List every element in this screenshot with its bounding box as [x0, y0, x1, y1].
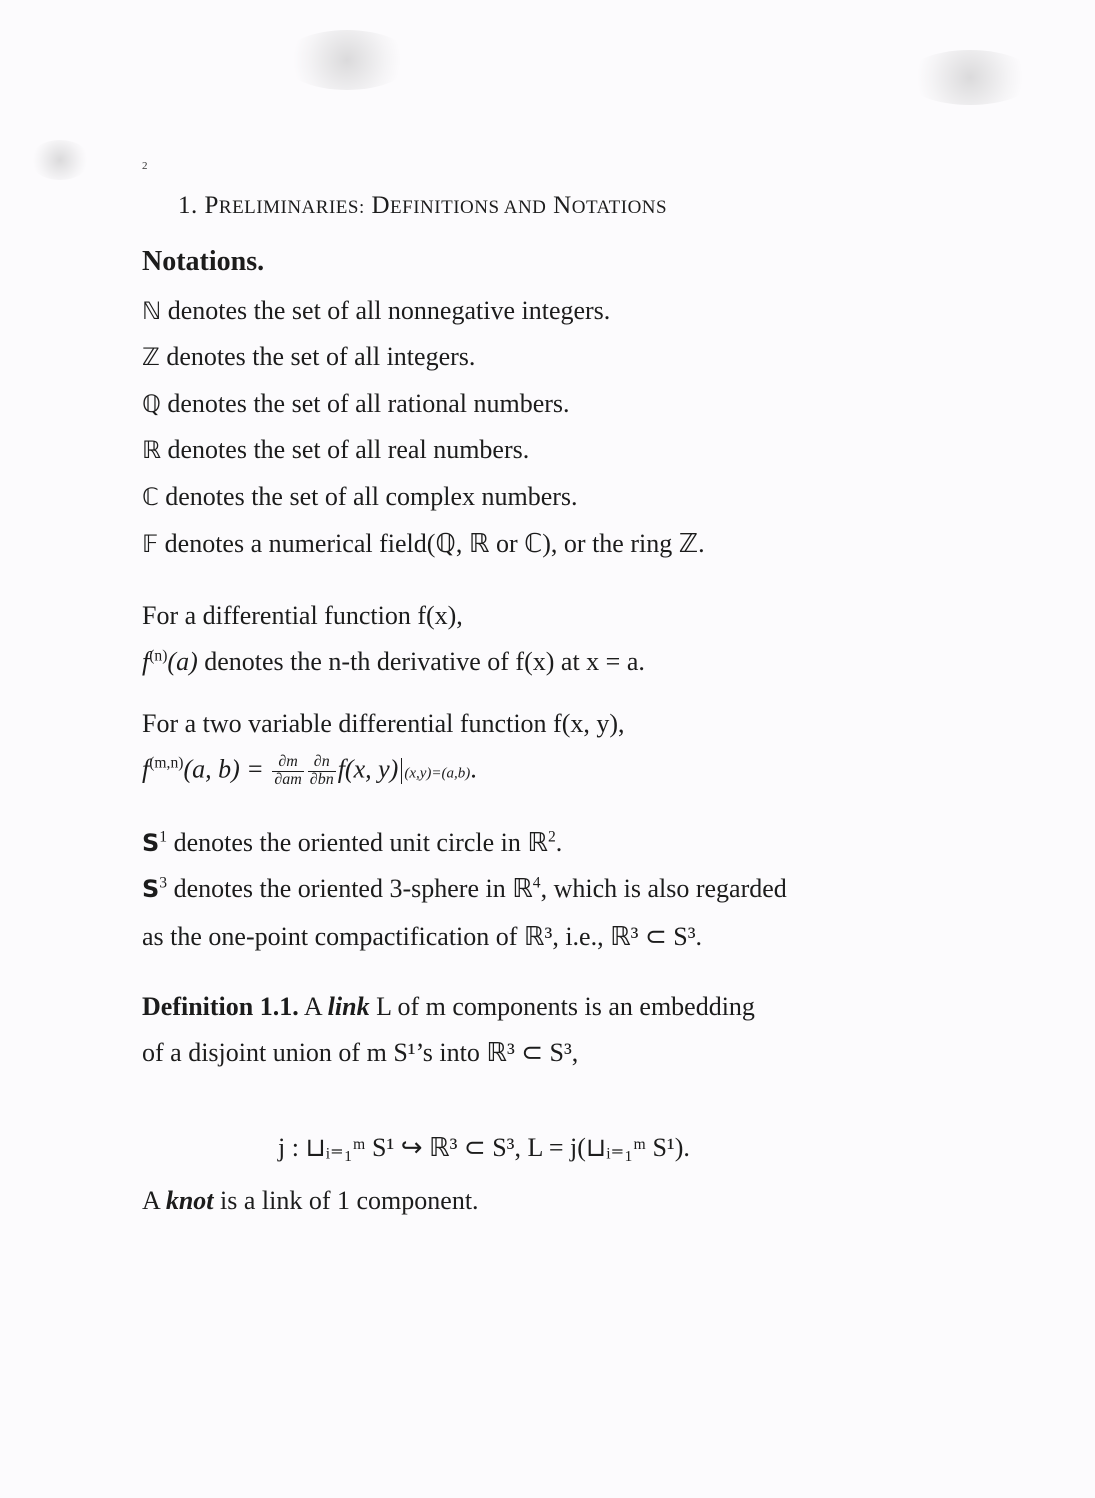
notation-text: denotes a numerical field(ℚ, ℝ or ℂ), or the ring ℤ.	[164, 529, 705, 558]
partial-fraction: $\frac{\partial m}{\partial am}$	[274, 753, 302, 788]
section-number: 1.	[178, 192, 198, 219]
set-symbol: ℝ	[142, 436, 162, 464]
notation-text: denotes the set of all rational numbers.	[167, 389, 570, 418]
derivative-intro: For a differential function f(x),	[142, 601, 463, 630]
notation-line-reals	[142, 435, 529, 465]
definition-line-1: Definition 1.1. A link L of m components is an embedding	[142, 992, 755, 1021]
notation-text: denotes the set of all real numbers.	[167, 435, 530, 464]
notation-line-naturals	[142, 296, 610, 326]
knot-term: knot	[165, 1186, 214, 1215]
derivative-definition: $f^{(n)}(a)$ denotes the n-th derivative of f(x) at x = a.	[142, 647, 645, 676]
set-symbol: ℂ	[142, 483, 159, 511]
partial-fraction: $\frac{\partial n}{\partial bn}$	[309, 753, 334, 788]
knot-definition: A knot is a link of 1 component.	[142, 1186, 479, 1215]
set-symbol: ℤ	[142, 343, 160, 371]
link-term: link	[327, 992, 370, 1021]
sphere-line-3: as the one-point compactification of ℝ³, i.e., ℝ³ ⊂ S³.	[142, 922, 703, 951]
notation-line-field	[142, 529, 705, 559]
partial-intro: For a two variable differential function f(x, y),	[142, 709, 625, 738]
partial-definition: $f^{(m,n)}(a$, b) = $\frac{\partial m}{\partial am}$ $\frac{\partial n}{\partial bn}$ f(x, y) (x,y)=(a,b).	[142, 753, 477, 788]
evaluation-bar	[401, 758, 402, 784]
notation-line-complex	[142, 482, 578, 512]
notation-text: denotes the set of all complex numbers.	[165, 482, 578, 511]
display-equation: j : ⊔ᵢ₌₁ᵐ S¹ ↪ ℝ³ ⊂ S³, L = j(⊔ᵢ₌₁ᵐ S¹).	[278, 1133, 690, 1162]
set-symbol: 𝔽	[142, 530, 159, 558]
notation-text: denotes the set of all integers.	[166, 342, 476, 371]
section-title-word: NOTATIONS	[553, 192, 668, 219]
definition-line-2: of a disjoint union of m S¹’s into ℝ³ ⊂ S³,	[142, 1038, 579, 1067]
scan-speck	[30, 140, 90, 180]
section-title-word: PRELIMINARIES:	[204, 192, 365, 219]
notation-line-integers	[142, 342, 475, 372]
page-number: 2	[142, 160, 148, 172]
definition-label: Definition 1.1.	[142, 992, 299, 1021]
set-symbol: ℕ	[142, 297, 162, 325]
set-symbol: ℚ	[142, 390, 161, 418]
scan-speck	[282, 30, 412, 90]
notation-text: denotes the set of all nonnegative integers.	[167, 296, 611, 325]
notation-line-rationals	[142, 389, 570, 419]
section-title-word: DEFINITIONS AND	[371, 192, 547, 219]
sphere-line-1: $S^1$ denotes the oriented unit circle in ℝ$^2$.	[142, 828, 563, 857]
sphere-line-2: $S^3$ denotes the oriented 3-sphere in ℝ$^4$, which is also regarded	[142, 874, 787, 903]
section-title	[178, 192, 667, 220]
scan-speck	[905, 50, 1035, 105]
notations-heading: Notations.	[142, 246, 265, 277]
